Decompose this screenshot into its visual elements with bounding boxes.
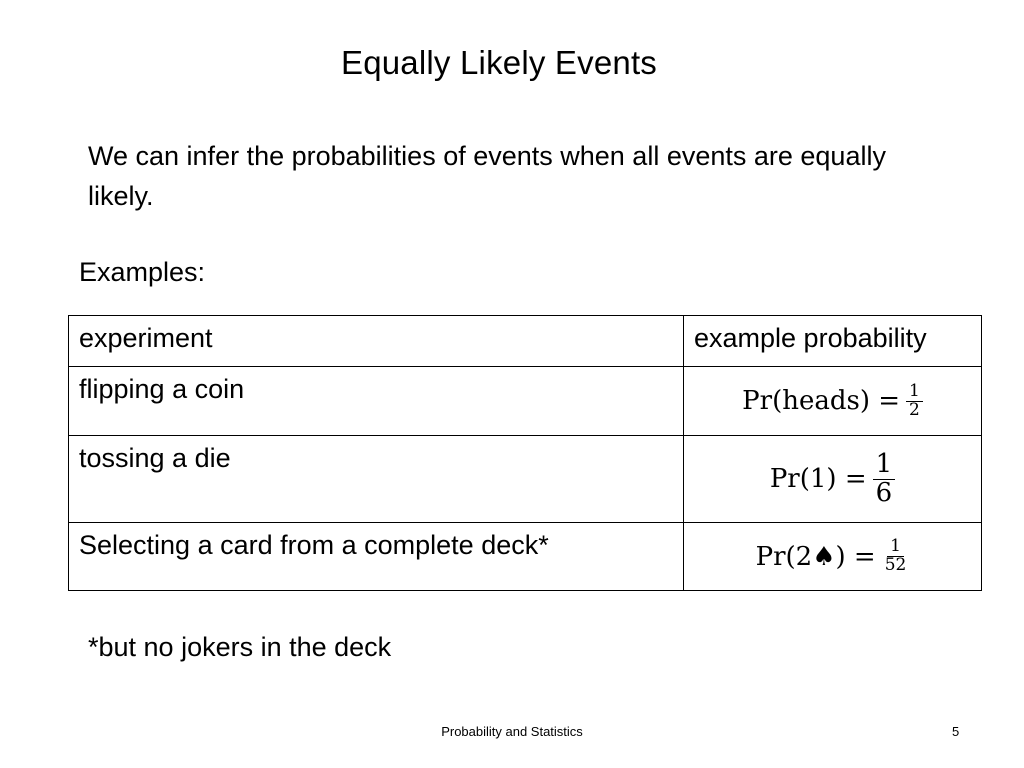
- probability-cell: [684, 436, 982, 523]
- fraction: [906, 380, 923, 420]
- page-number: 5: [952, 724, 960, 739]
- probability-cell: [684, 523, 982, 591]
- slide-title: Equally Likely Events: [340, 44, 658, 81]
- formula-prefix: Pr(1) =: [769, 464, 867, 494]
- fraction-numerator: 1: [887, 538, 904, 557]
- table-header-row: [69, 316, 982, 367]
- table-row: [69, 436, 982, 523]
- formula-prefix: Pr(heads) =: [742, 386, 901, 416]
- footer-text: Probability and Statistics: [441, 724, 583, 739]
- probability-formula: [742, 380, 923, 420]
- examples-table: [68, 315, 982, 591]
- header-example-probability: example probability: [684, 316, 982, 367]
- fraction-denominator: 2: [909, 399, 920, 420]
- examples-label: Examples:: [79, 257, 206, 287]
- table-row: [69, 367, 982, 436]
- intro-paragraph: We can infer the probabilities of events when all events are equally likely.: [88, 141, 886, 211]
- experiment-cell: Selecting a card from a complete deck*: [69, 523, 684, 591]
- fraction-denominator: 6: [875, 477, 893, 508]
- formula-prefix: Pr(2♠) =: [755, 541, 876, 572]
- fraction-numerator: 1: [873, 451, 896, 479]
- header-experiment: experiment: [69, 316, 684, 367]
- experiment-cell: tossing a die: [69, 436, 684, 523]
- footnote: *but no jokers in the deck: [88, 632, 392, 662]
- experiment-cell: flipping a coin: [69, 367, 684, 436]
- probability-formula: [756, 538, 910, 575]
- fraction: [882, 538, 910, 575]
- probability-cell: [684, 367, 982, 436]
- fraction: [873, 451, 896, 507]
- table-row: [69, 523, 982, 591]
- fraction-numerator: 1: [906, 383, 923, 402]
- fraction-denominator: 52: [884, 555, 907, 575]
- probability-formula: [770, 451, 895, 507]
